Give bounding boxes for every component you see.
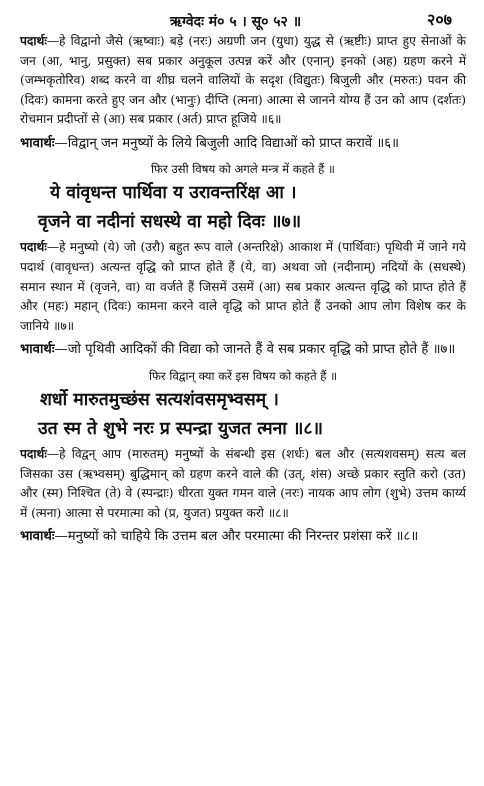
mantra-7-line-1: ये वांवृधन्त पार्थिवा य उरावन्तरिंक्ष आ ।	[50, 183, 297, 204]
padarth-text: —हे विद्वानो जैसे (ऋष्वाः) बड़े (नरः) अग्रणी जन (युधा) युद्ध से (ऋष्टीः) प्राप्त हुए सेनाओं के जन (आ, भानु, प्रसुक्त) सब प्रकार अनुकूल उत्पन्न करें और (एनान्) इनको (अह) ग्रहण करने में (जम्भकृतोरिव) शब्द करने वा शीघ्र चलने वालियों के सदृश (विद्युतः) बिजुली और (मरुतः) पवन की (दिवः) कामना करते हुए जन और (भानुः) दीप्ति (त्मना) आत्मा से जानने योग्य हैं उन को आप (दर्शतः) रोचमान प्रदीप्तों से (आ) सब प्रकार (अर्त) प्राप्त हूजिये ॥६॥	[20, 34, 466, 127]
bhavarth-text: —मनुष्यों को चाहिये कि उत्तम बल और परमात्मा की निरन्तर प्रशंसा करें ॥८॥	[54, 529, 419, 545]
intro-line-7: फिर उसी विषय को अगले मन्त्र में कहते हैं ॥	[151, 162, 335, 177]
padarth-paragraph-8	[20, 445, 466, 523]
padarth-label: पदार्थः	[20, 34, 47, 48]
mantra-8-line-2: उत स्म ते शुभे नरः प्र स्पन्द्रा युजत त्मना ॥८॥	[38, 418, 323, 439]
padarth-paragraph-7	[20, 238, 466, 336]
bhavarth-label: भावार्थः	[20, 342, 55, 358]
bhavarth-label: भावार्थः	[20, 529, 55, 545]
intro-line-8: फिर विद्वान् क्या करें इस विषय को कहते हैं ॥	[148, 368, 338, 383]
section-7	[20, 161, 466, 360]
page-title: ऋग्वेदः मं० ५ । सू० ५२ ॥	[170, 14, 302, 30]
section-6	[20, 32, 466, 154]
bhavarth-paragraph-7	[20, 340, 466, 361]
section-8	[20, 368, 466, 548]
bhavarth-paragraph-8	[20, 527, 466, 548]
padarth-text: —हे विद्वन् आप (मारुतम्) मनुष्यों के संबन्धी इस (शर्धः) बल और (सत्यशवसम्) सत्य बल जिसका उस (ऋभ्वसम्) बुद्धिमान् को ग्रहण करने वाले की (उत्, शंस) अच्छे प्रकार स्तुति करो (उत) और (स्म) निश्चित (ते) वे (स्पन्द्राः) धीरता युक्त गमन वाले (नरः) नायक आप लोग (शुभे) उत्तम कार्य्य में (त्मना) आत्मा से परमात्मा को (प्र, युजत) प्रयुक्त करो ॥८॥	[20, 446, 466, 520]
page-number: २०७	[427, 10, 452, 29]
bhavarth-paragraph-6	[20, 134, 466, 155]
mantra-7-line-2: वृजने वा नदीनां सधस्थे वा महो दिवः ॥७॥	[38, 212, 302, 233]
bhavarth-text: —जो पृथिवी आदिकों की विद्या को जानते हैं वे सब प्रकार वृद्धि को प्राप्त होते हैं ॥७॥	[54, 342, 456, 358]
mantra-8-line-1: शर्धो मारुतमुच्छंस सत्यशंवसमृभ्वसम् ।	[40, 389, 279, 410]
padarth-label: पदार्थः	[20, 240, 47, 255]
page-header	[20, 6, 466, 32]
padarth-paragraph-6	[20, 32, 466, 130]
padarth-label: पदार्थः	[20, 446, 47, 461]
padarth-text: —हे मनुष्यो (ये) जो (उरौ) बहुत रूप वाले (अन्तरिक्षे) आकाश में (पार्थिवाः) पृथिवी में जाने गये पदार्थ (वावृधन्त) अत्यन्त वृद्धि को प्राप्त होते हैं (ये, वा) अथवा जो (नदीनाम्) नदियों के (सधस्थे) समान स्थान में (वृजने, वा) वा वर्जते हैं जिसमें उसमें (आ) सब प्रकार अत्यन्त वृद्धि को प्राप्त होते हैं और (महः) महान् (दिवः) कामना करने वाले वृद्धि को प्राप्त होते हैं उनको आप लोग विशेष कर के जानिये ॥७॥	[20, 240, 466, 333]
bhavarth-label: भावार्थः	[20, 135, 55, 151]
bhavarth-text: —विद्वान् जन मनुष्यों के लिये बिजुली आदि विद्याओं को प्राप्त करावें ॥६॥	[54, 135, 399, 151]
